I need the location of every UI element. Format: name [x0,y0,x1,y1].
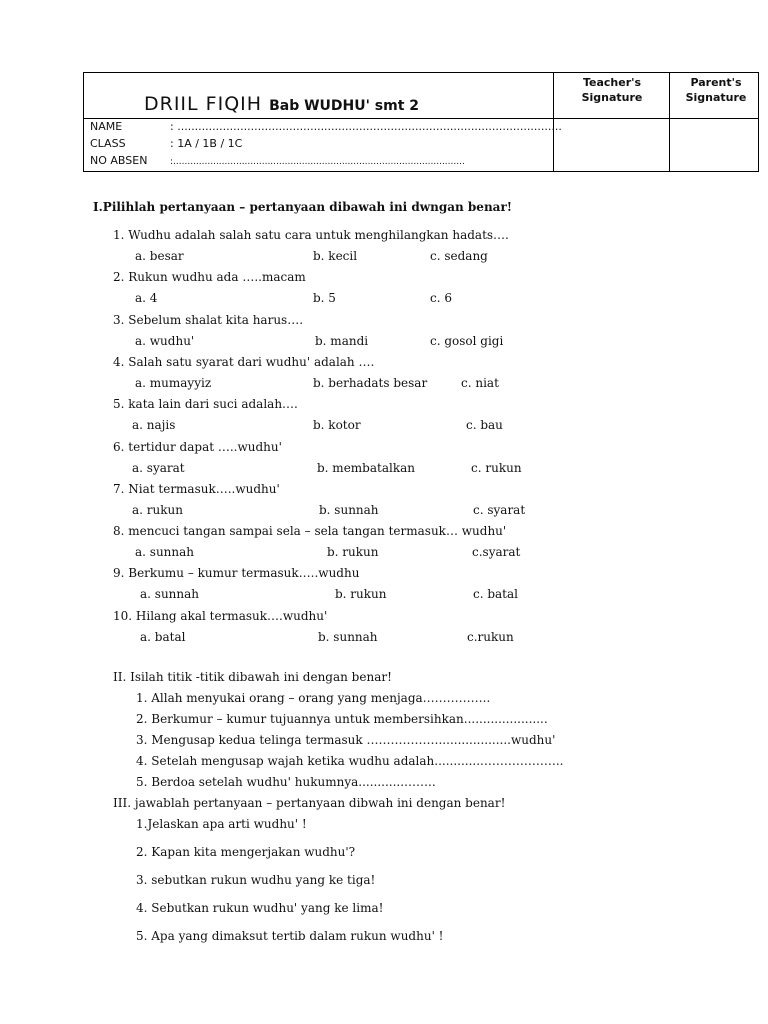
option-b: b. sunnah [319,502,379,517]
question-text: 5. kata lain dari suci adalah…. [113,397,298,412]
option-c: c. syarat [473,502,526,517]
question-text: 9. Berkumu – kumur termasuk…..wudhu [113,566,360,581]
option-c: c. niat [461,375,499,390]
option-a: a. besar [135,249,184,263]
option-b: b. mandi [315,333,369,348]
option-b: b. rukun [335,587,387,602]
option-c: c. batal [473,587,518,602]
question-text: 7. Niat termasuk…..wudhu' [113,481,280,496]
option-c: c. bau [466,418,503,433]
option-a: a. wudhu' [135,333,195,348]
option-b: b. kotor [313,418,361,433]
absen-field: NO ABSEN :...................................................................................................... [90,154,465,167]
option-a: a. mumayyiz [135,375,212,390]
question-text: 1. Wudhu adalah salah satu cara untuk menghilangkan hadats…. [113,228,509,242]
question-text: 8. mencuci tangan sampai sela – sela tangan termasuk… wudhu' [113,524,507,539]
option-c: c. gosol gigi [430,333,504,348]
section3-heading: III. jawablah pertanyaan – pertanyaan dibwah ini dengan benar! [113,796,506,810]
section1-heading: I.Pilihlah pertanyaan – pertanyaan dibawah ini dwngan benar! [93,200,513,214]
option-c: c.rukun [467,629,514,644]
option-a: a. 4 [135,291,158,306]
parent-signature-label: Parent's Signature [685,76,747,104]
section2-heading: II. Isilah titik -titik dibawah ini dengan benar! [113,670,392,684]
option-c: c. sedang [430,249,488,263]
worksheet-title: DRIIL FIQIH Bab WUDHU' smt 2 [144,93,420,115]
option-c: c.syarat [472,545,521,560]
fill-in-item: 4. Setelah mengusap wajah ketika wudhu adalah.............……………….. [136,754,564,768]
class-field: CLASS : 1A / 1B / 1C [90,137,243,150]
option-a: a. najis [132,418,176,433]
essay-question: 4. Sebutkan rukun wudhu' yang ke lima! [136,901,384,915]
question-text: 6. tertidur dapat …..wudhu' [113,439,282,454]
question-text: 3. Sebelum shalat kita harus…. [113,312,304,327]
essay-question: 5. Apa yang dimaksut tertib dalam rukun wudhu' ! [136,929,444,943]
question-text: 4. Salah satu syarat dari wudhu' adalah …. [113,354,375,369]
option-b: b. sunnah [318,629,378,644]
essay-question: 1.Jelaskan apa arti wudhu' ! [136,817,307,831]
option-b: b. kecil [313,249,358,263]
name-field: NAME : .............................................................................................................. [90,120,562,133]
essay-question: 3. sebutkan rukun wudhu yang ke tiga! [136,873,376,887]
fill-in-item: 2. Berkumur – kumur tujuannya untuk membersihkan...................... [136,712,548,726]
option-a: a. sunnah [135,545,195,560]
option-b: b. berhadats besar [313,375,428,390]
essay-question: 2. Kapan kita mengerjakan wudhu'? [136,845,356,859]
option-a: a. rukun [132,502,183,517]
option-b: b. membatalkan [317,460,415,475]
option-a: a. sunnah [140,587,200,602]
fill-in-item: 1. Allah menyukai orang – orang yang menjaga…………….. [136,691,491,705]
question-text: 2. Rukun wudhu ada …..macam [113,270,306,285]
teacher-signature-label: Teacher's Signature [581,76,643,104]
option-c: c. rukun [471,460,522,475]
option-b: b. 5 [313,291,336,306]
option-b: b. rukun [327,545,379,560]
fill-in-item: 3. Mengusap kedua telinga termasuk ………………...................wudhu' [136,733,556,747]
option-a: a. batal [140,629,186,644]
option-a: a. syarat [132,460,185,475]
header-table [83,72,759,172]
fill-in-item: 5. Berdoa setelah wudhu' hukumnya............…….. [136,775,436,789]
question-text: 10. Hilang akal termasuk….wudhu' [113,608,328,623]
option-c: c. 6 [430,291,452,306]
